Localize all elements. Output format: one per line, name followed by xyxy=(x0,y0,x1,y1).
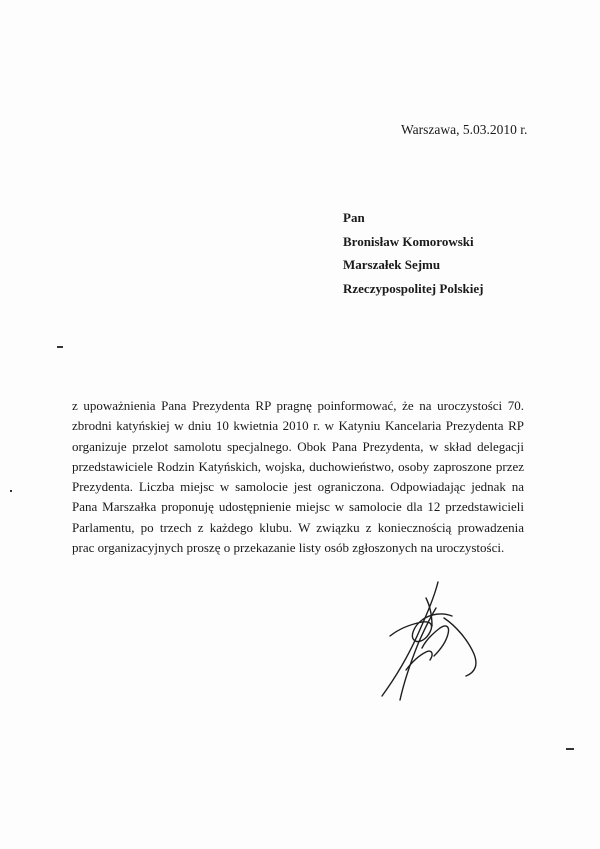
body-line: organizuje przelot samolotu specjalnego. Obok Pana Prezydenta, w skład delegacji xyxy=(72,438,524,454)
recipient-title: Marszałek Sejmu xyxy=(343,257,441,272)
scan-mark xyxy=(57,346,63,348)
recipient-salutation: Pan xyxy=(343,210,365,225)
scan-mark xyxy=(10,490,12,492)
handwritten-signature xyxy=(360,578,490,703)
body-line: Parlamentu, po trzech z każdego klubu. W związku z koniecznością prowadzenia xyxy=(72,519,524,535)
letter-body xyxy=(72,396,524,558)
body-line: Prezydenta. Liczba miejsc w samolocie jest ograniczona. Odpowiadając jednak na xyxy=(72,479,524,495)
body-line: przedstawiciele Rodzin Katyńskich, wojska, duchowieństwo, osoby zaproszone przez xyxy=(72,458,524,474)
scan-mark xyxy=(566,748,574,750)
body-line: z upoważnienia Pana Prezydenta RP pragnę poinformować, że na uroczystości 70. xyxy=(72,398,524,413)
recipient-name: Bronisław Komorowski xyxy=(343,233,474,249)
body-line: zbrodni katyńskiej w dniu 10 kwietnia 2010 r. w Katyniu Kancelaria Prezydenta RP xyxy=(72,418,524,434)
letter-date: Warszawa, 5.03.2010 r. xyxy=(401,122,528,137)
recipient-block xyxy=(343,206,483,300)
body-line: prac organizacyjnych proszę o przekazanie listy osób zgłoszonych na uroczystości. xyxy=(72,540,505,556)
body-line: Pana Marszałka proponuję udostępnienie miejsc w samolocie dla 12 przedstawicieli xyxy=(72,499,524,515)
recipient-country: Rzeczypospolitej Polskiej xyxy=(343,280,484,296)
